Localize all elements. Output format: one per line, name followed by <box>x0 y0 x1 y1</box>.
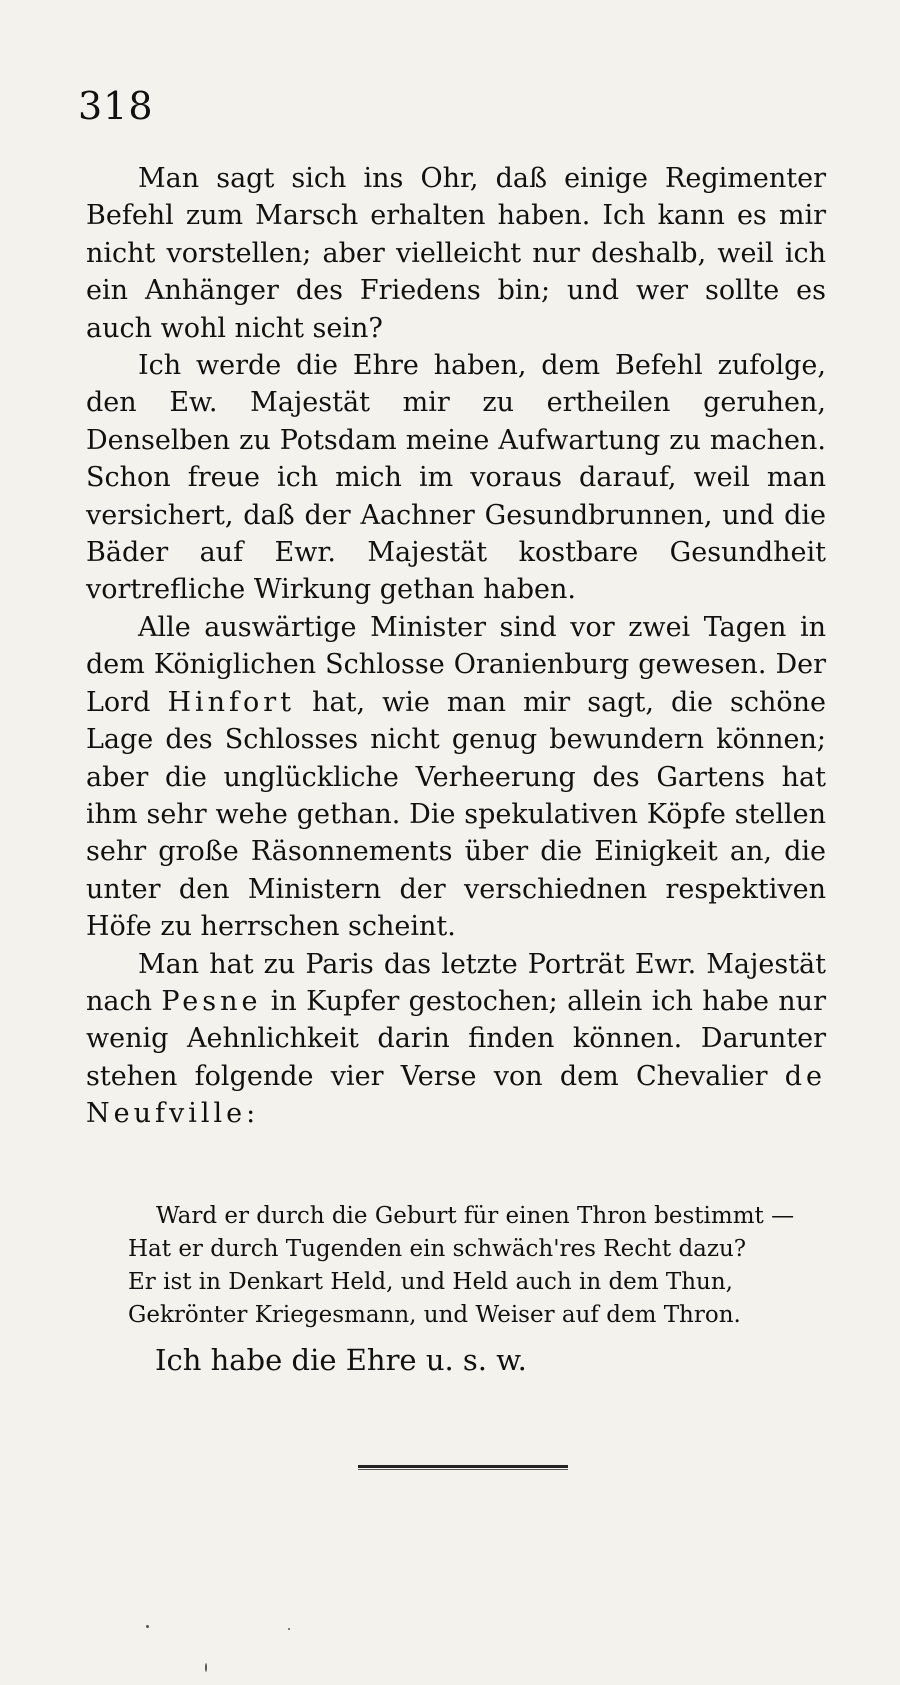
verse-line-2: Hat er durch Tugenden ein schwäch'res Recht dazu? <box>128 1236 747 1262</box>
verse-line-4: Gekrönter Kriegesmann, und Weiser auf dem Thron. <box>128 1302 741 1328</box>
ink-speck <box>205 1663 207 1672</box>
verse-block <box>128 1200 828 1332</box>
paragraph-3 <box>86 609 826 946</box>
verse-line-1: Ward er durch die Geburt für einen Thron bestimmt — <box>156 1203 795 1229</box>
verse-line-3: Er ist in Denkart Held, und Held auch in dem Thun, <box>128 1269 733 1295</box>
paragraph-4 <box>86 946 826 1133</box>
end-rule <box>358 1465 568 1468</box>
closing-line: Ich habe die Ehre u. s. w. <box>155 1343 527 1377</box>
paragraph-4-text-middle: in Kupfer gestochen; allein ich habe nur wenig Aehnlichkeit darin finden können. Darunter stehen folgende vier Verse von dem Chevalier <box>86 985 826 1092</box>
ink-speck <box>288 1628 290 1630</box>
paragraph-4-text-start: Man hat zu Paris das letzte Porträt Ewr. Majestät nach <box>86 948 826 1017</box>
body-text <box>86 160 826 1133</box>
paragraph-2: Ich werde die Ehre haben, dem Befehl zufolge, den Ew. Majestät mir zu ertheilen geruhen, Denselben zu Potsdam meine Aufwartung zu machen. Schon freue ich mich im voraus darauf, weil man versichert, daß der Aachner Gesundbrunnen, und die Bäder auf Ewr. Majestät kostbare Gesundheit vortrefliche Wirkung gethan haben. <box>86 350 826 606</box>
name-hinfort: Hinfort <box>167 686 296 718</box>
name-pesne: Pesne <box>161 985 262 1017</box>
paragraph-3-text-start: Alle auswärtige Minister sind vor zwei Tagen in dem Königlichen Schlosse Oranienburg gewesen. Der Lord <box>86 611 826 718</box>
name-neufville: de Neufville: <box>86 1060 826 1130</box>
page-number: 318 <box>78 84 154 128</box>
ink-speck <box>146 1625 149 1628</box>
paragraph-1: Man sagt sich ins Ohr, daß einige Regimenter Befehl zum Marsch erhalten haben. Ich kann es mir nicht vorstellen; aber vielleicht nur deshalb, weil ich ein Anhänger des Friedens bin; und wer sollte es auch wohl nicht sein? <box>86 163 826 344</box>
paragraph-3-text-end: hat, wie man mir sagt, die schöne Lage des Schlosses nicht genug bewundern können; aber die unglückliche Verheerung des Gartens hat ihm sehr wehe gethan. Die spekulativen Köpfe stellen sehr große Räsonnements über die Einigkeit an, die unter den Ministern der verschiednen respektiven Höfe zu herrschen scheint. <box>86 686 826 943</box>
